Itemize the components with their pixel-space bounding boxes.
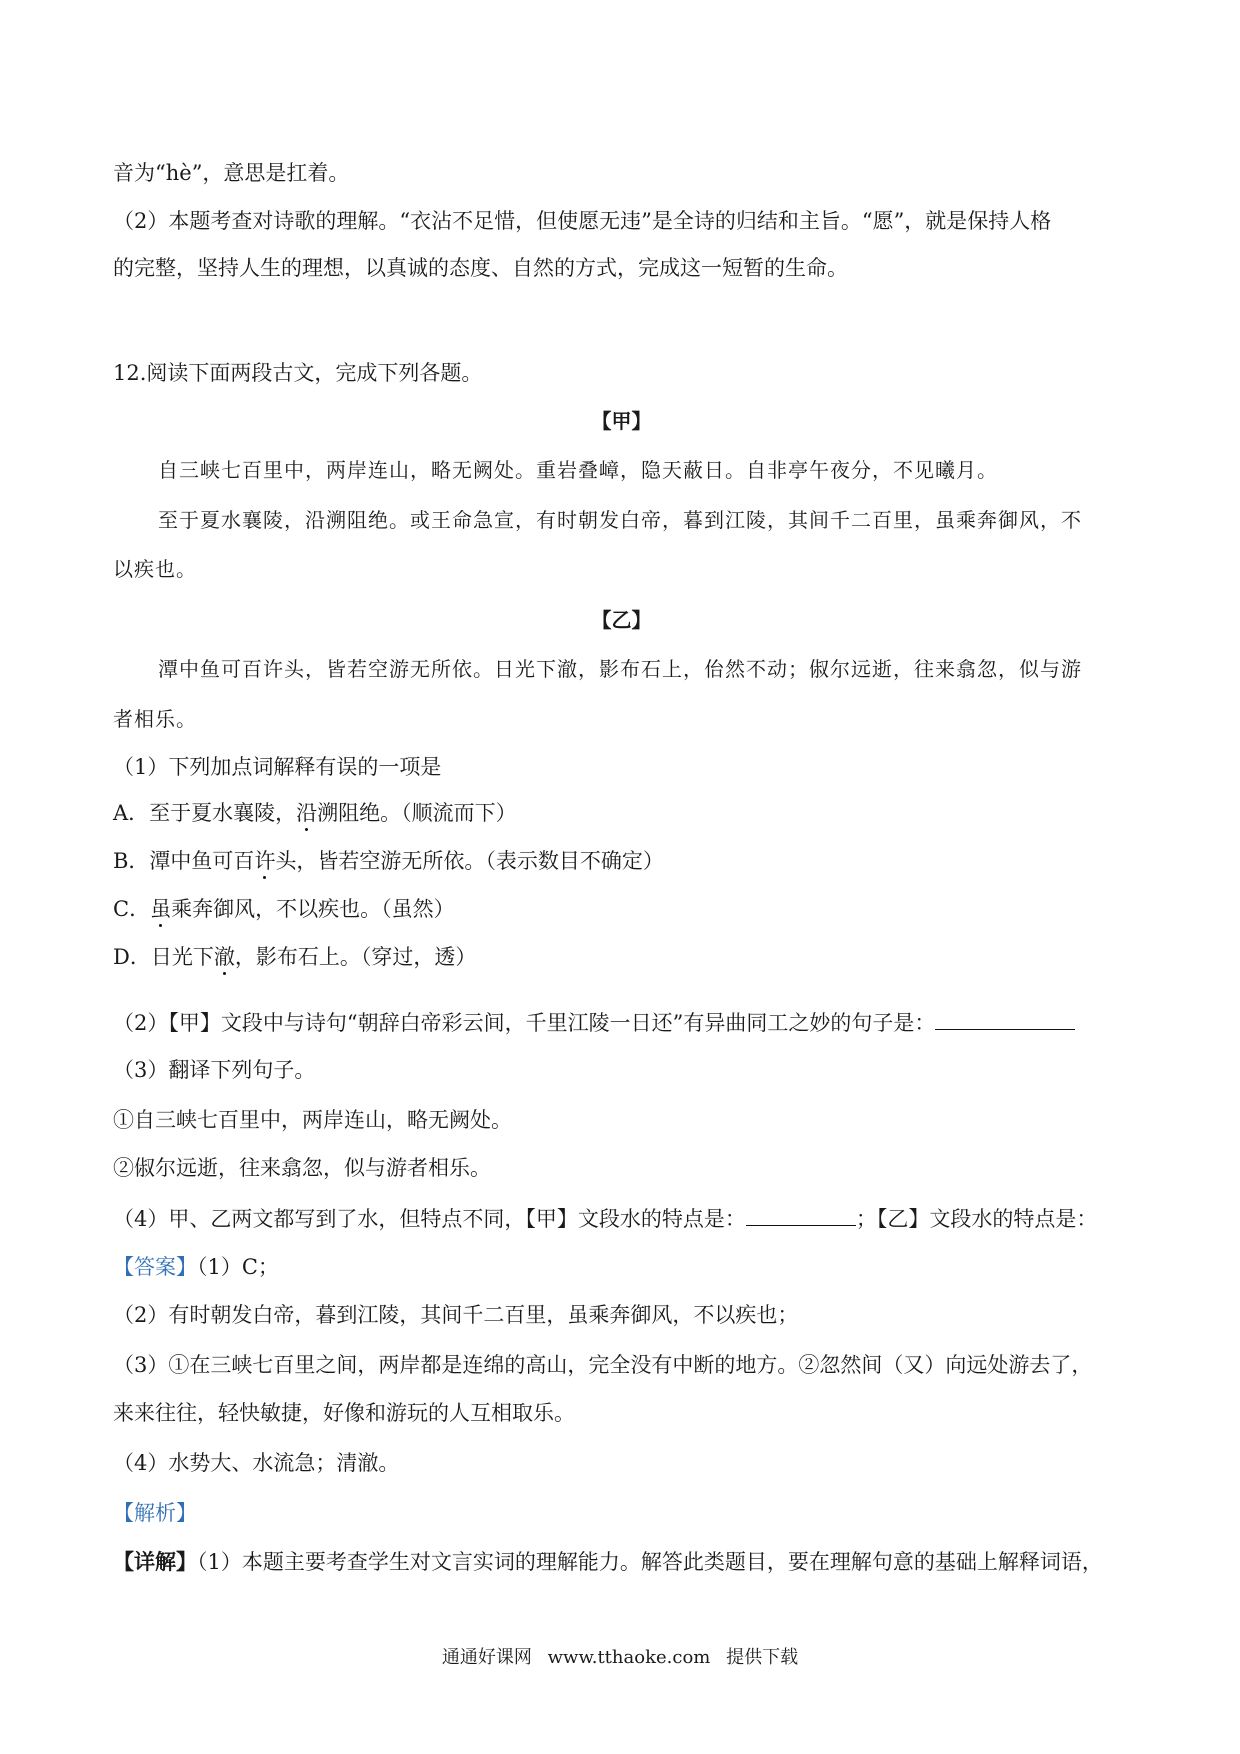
detail-label: 【详解】: [113, 1549, 197, 1574]
passage-jia-paragraph-2-cont: 以疾也。: [113, 557, 197, 581]
answer-3: （3）①在三峡七百里之间，两岸都是连绵的高山，完全没有中断的地方。②忽然间（又）向远处游去了，: [113, 1353, 1093, 1377]
sub-question-3-item-2: ②俶尔远逝，往来翕忽，似与游者相乐。: [113, 1156, 491, 1180]
sub-question-4-text: （4）甲、乙两文都写到了水，但特点不同，【甲】文段水的特点是：: [113, 1207, 746, 1231]
option-c: [113, 894, 1130, 924]
detail-line: [113, 1547, 1130, 1577]
option-d: [113, 942, 1130, 972]
option-a-suffix: 溯阻绝。（顺流而下）: [317, 801, 517, 825]
option-b-suffix: 头，皆若空游无所依。（表示数目不确定）: [275, 849, 664, 873]
sub-question-4-text-2: ；【乙】文段水的特点是：: [855, 1207, 1098, 1231]
answer-2: （2）有时朝发白帝，暮到江陵，其间千二百里，虽乘奔御风，不以疾也；: [113, 1303, 799, 1327]
text-line: 音为“hè”，意思是扛着。: [113, 161, 350, 185]
option-d-suffix: ，影布石上。（穿过，透）: [234, 945, 477, 969]
option-b: [113, 846, 1130, 876]
option-a-prefix: A．至于夏水襄陵，: [113, 801, 297, 825]
footer-suffix: 提供下载: [726, 1647, 799, 1668]
sub-question-2-text: （2）【甲】文段中与诗句“朝辞白帝彩云间，千里江陵一日还”有异曲同工之妙的句子是：: [113, 1011, 936, 1035]
answer-line-1: [113, 1252, 1130, 1282]
answer-4: （4）水势大、水流急；清澈。: [113, 1451, 400, 1475]
answer-1: （1）C；: [197, 1255, 279, 1279]
option-a: [113, 798, 1130, 828]
passage-jia-label: 【甲】: [591, 409, 652, 433]
passage-jia-paragraph-1: 自三峡七百里中，两岸连山，略无阙处。重岩叠嶂，隐天蔽日。自非亭午夜分，不见曦月。: [158, 458, 998, 482]
page-footer: [0, 1646, 1240, 1670]
option-b-dotted-word: 许: [254, 849, 276, 873]
passage-yi-paragraph-1-cont: 者相乐。: [113, 707, 197, 731]
answer-label: 【答案】: [113, 1255, 197, 1279]
passage-jia-paragraph-2: 至于夏水襄陵，沿溯阻绝。或王命急宣，有时朝发白帝，暮到江陵，其间千二百里，虽乘奔御风，不: [158, 508, 1082, 532]
footer-url[interactable]: www.tthaoke.com: [547, 1647, 711, 1668]
question-12-title: 12.阅读下面两段古文，完成下列各题。: [113, 361, 483, 385]
footer-site-name: 通通好课网: [441, 1647, 532, 1668]
answer-blank: [935, 1007, 1075, 1030]
text-line: （2）本题考查对诗歌的理解。“衣沾不足惜，但使愿无违”是全诗的归结和主旨。“愿”，就是保持人格: [113, 209, 1052, 233]
sub-question-3-stem: （3）翻译下列句子。: [113, 1058, 316, 1082]
answer-3-cont: 来来往往，轻快敏捷，好像和游玩的人互相取乐。: [113, 1401, 575, 1425]
analysis-label: 【解析】: [113, 1501, 197, 1525]
passage-yi-paragraph-1: 潭中鱼可百许头，皆若空游无所依。日光下澈，影布石上，佁然不动；俶尔远逝，往来翕忽，似与游: [158, 657, 1082, 681]
option-d-dotted-word: 澈: [213, 945, 235, 969]
option-b-prefix: B．潭中鱼可百: [113, 849, 255, 873]
passage-yi-label: 【乙】: [591, 608, 652, 632]
option-c-prefix: C．: [113, 897, 151, 921]
text-line: 的完整，坚持人生的理想，以真诚的态度、自然的方式，完成这一短暂的生命。: [113, 256, 848, 280]
option-d-prefix: D．日光下: [113, 945, 214, 969]
option-c-suffix: 乘奔御风，不以疾也。（虽然）: [171, 897, 455, 921]
answer-blank: [746, 1203, 856, 1226]
sub-question-4: [113, 1203, 1130, 1234]
sub-question-1-stem: （1）下列加点词解释有误的一项是: [113, 755, 442, 779]
detail-text: （1）本题主要考查学生对文言实词的理解能力。解答此类题目，要在理解句意的基础上解释词语，: [197, 1550, 1103, 1574]
option-a-dotted-word: 沿: [296, 801, 318, 825]
sub-question-3-item-1: ①自三峡七百里中，两岸连山，略无阙处。: [113, 1108, 512, 1132]
option-c-dotted-word: 虽: [150, 897, 172, 921]
sub-question-2: [113, 1007, 1130, 1038]
